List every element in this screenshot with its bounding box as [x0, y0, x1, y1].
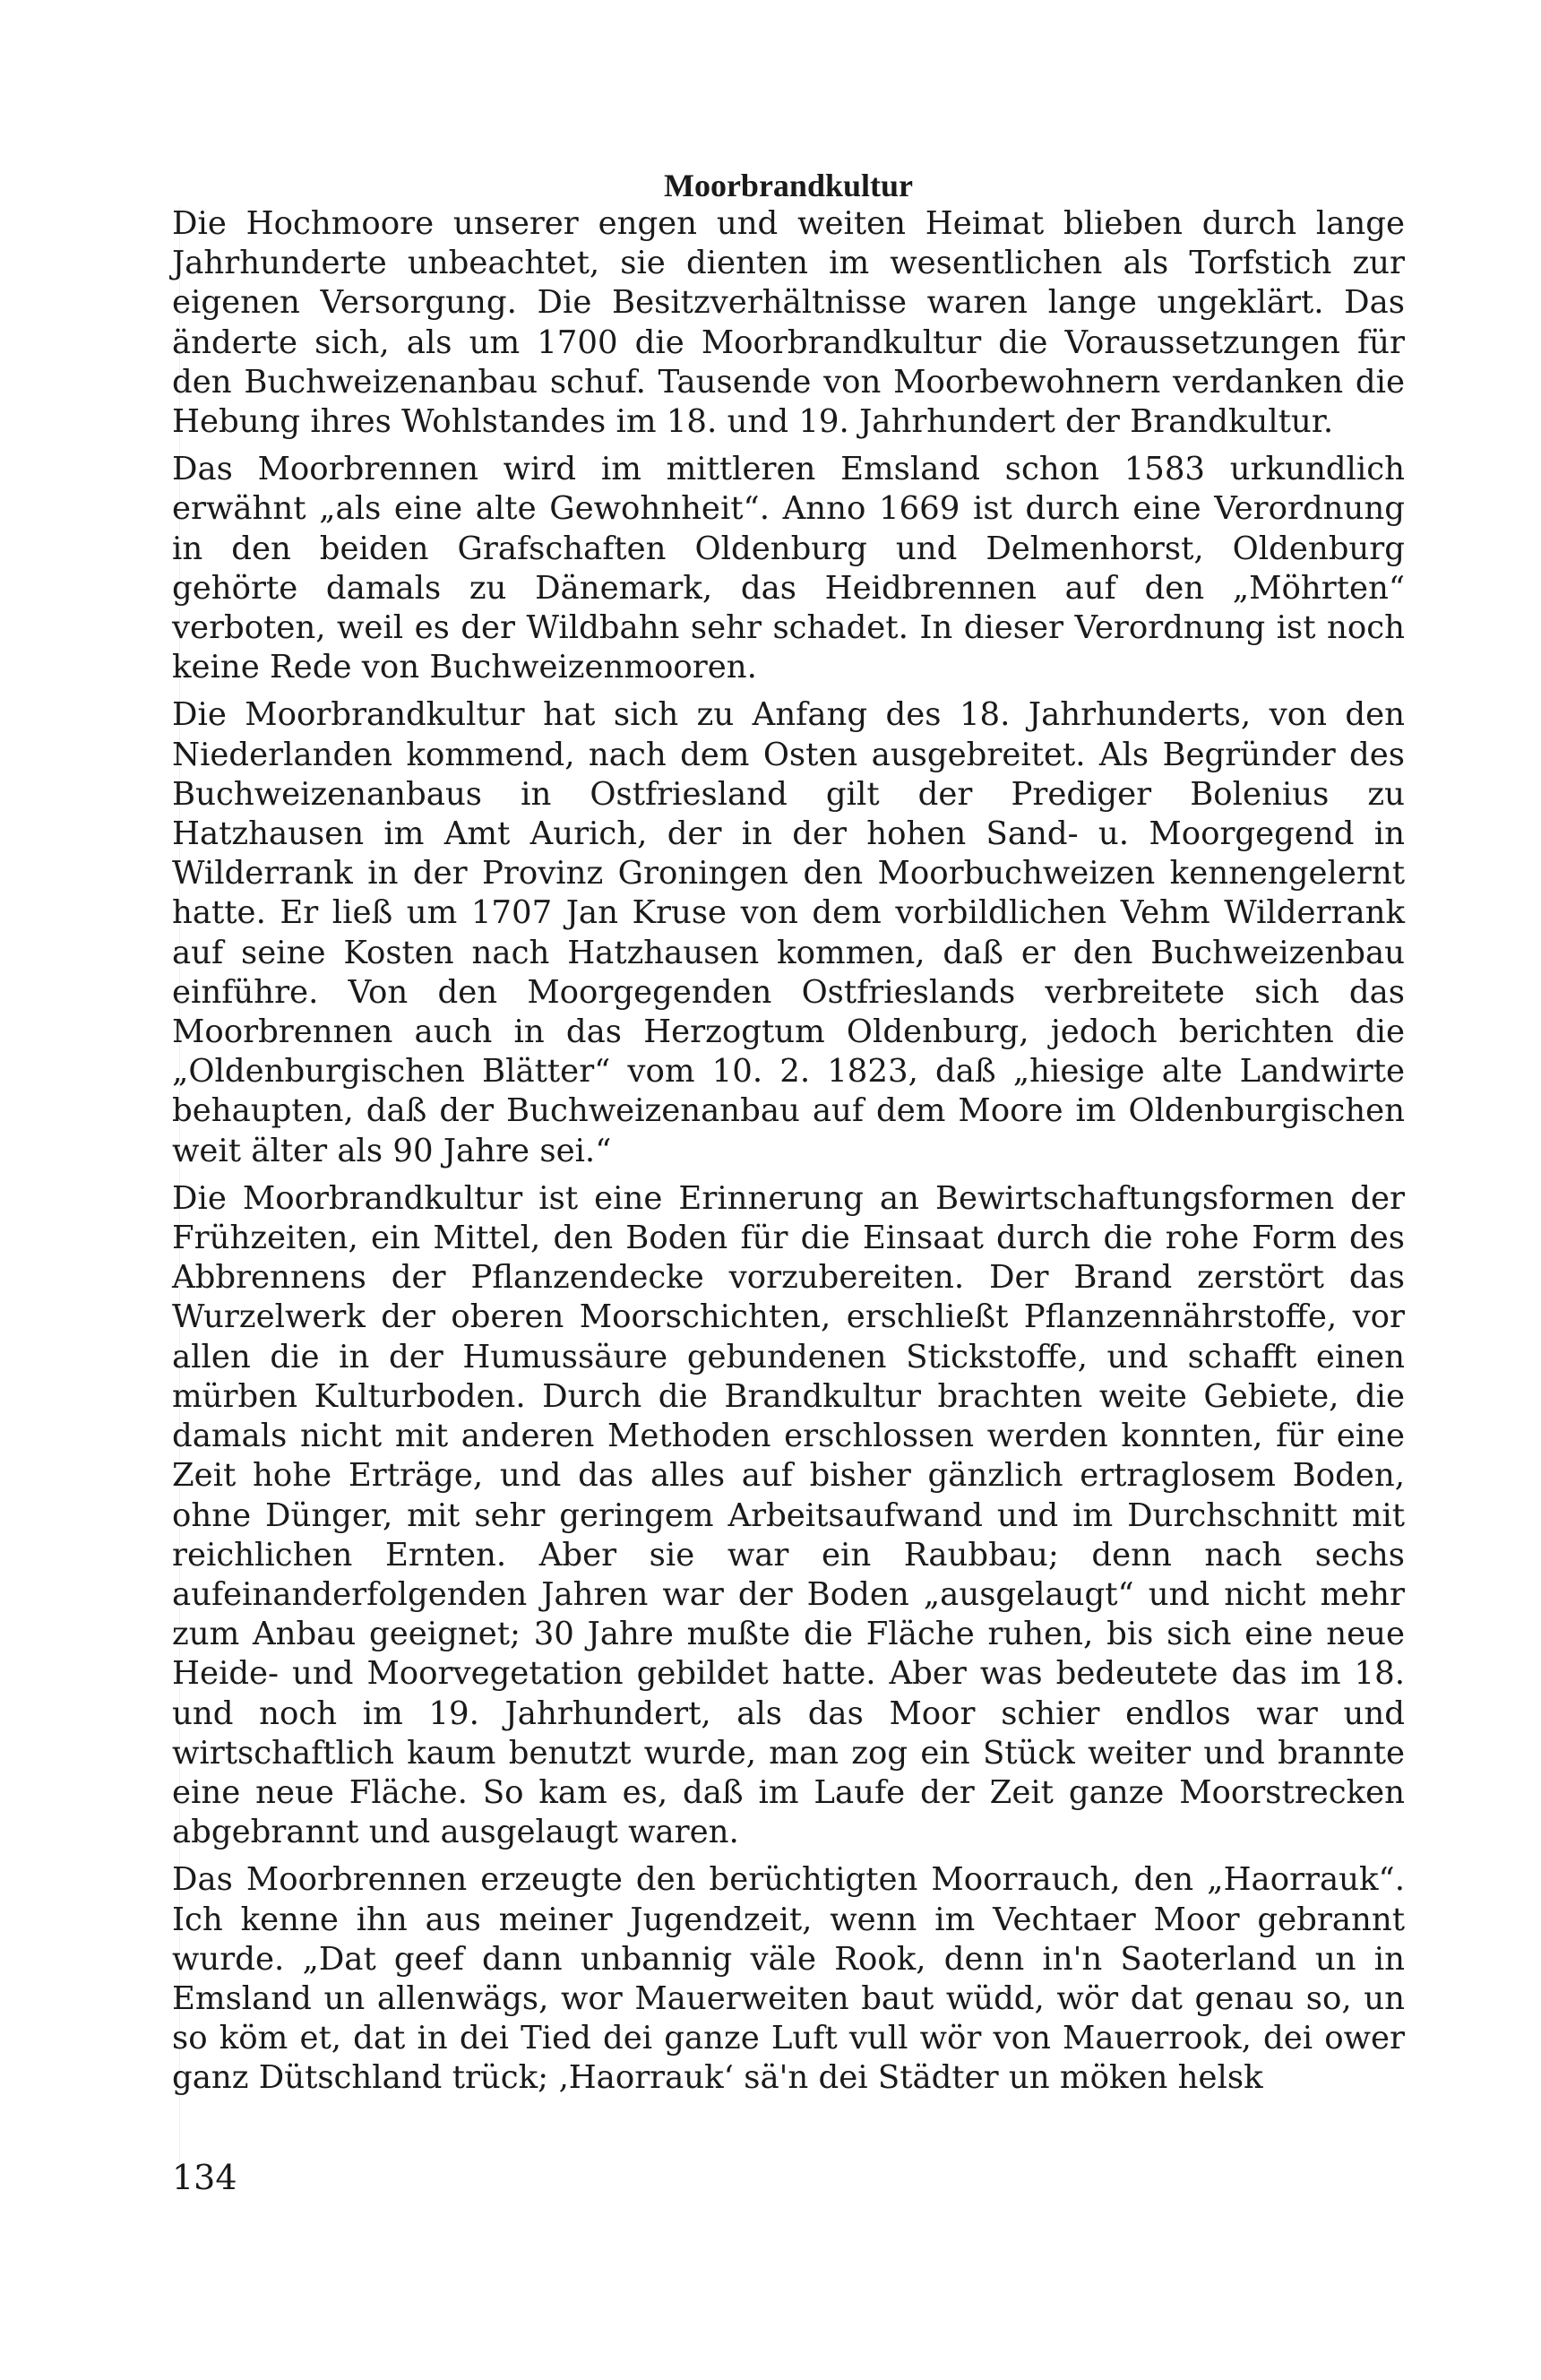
paragraph-2: Das Moorbrennen wird im mittleren Emsland schon 1583 urkundlich erwähnt „als eine alte Gewohnheit“. Anno 1669 ist durch eine Verordnung in den beiden Grafschaften Oldenburg und Delmenhorst, Oldenburg gehörte damals zu Dänemark, das Heidbrennen auf den „Möhrten“ verboten, weil es der Wildbahn sehr schadet. In dieser Verordnung ist noch keine Rede von Buchweizenmooren.	[172, 451, 1405, 686]
paragraph-5: Das Moorbrennen erzeugte den berüchtigten Moorrauch, den „Haorrauk“. Ich kenne ihn aus meiner Jugendzeit, wenn im Vechtaer Moor gebrannt wurde. „Dat geef dann unbannig väle Rook, denn in'n Saoterland un in Emsland un allenwägs, wor Mauerweiten baut wüdd, wör dat genau so, un so köm et, dat in dei Tied dei ganze Luft vull wör von Mauerrook, dei ower ganz Dütschland trück; ‚Haorrauk‘ sä'n dei Städter un möken helsk	[172, 1861, 1405, 2097]
paragraph-1: Die Hochmoore unserer engen und weiten Heimat blieben durch lange Jahrhunderte unbeachtet, sie dienten im wesentlichen als Torfstich zur eigenen Versorgung. Die Besitzverhältnisse waren lange ungeklärt. Das änderte sich, als um 1700 die Moorbrandkultur die Voraussetzungen für den Buchweizenanbau schuf. Tausende von Moorbewohnern verdanken die Hebung ihres Wohlstandes im 18. und 19. Jahrhundert der Brandkultur.	[172, 205, 1405, 441]
page-number: 134	[172, 2158, 237, 2197]
paragraph-4: Die Moorbrandkultur ist eine Erinnerung an Bewirtschaftungsformen der Frühzeiten, ein Mittel, den Boden für die Einsaat durch die rohe Form des Abbrennens der Pflanzendecke vorzubereiten. Der Brand zerstört das Wurzelwerk der oberen Moorschichten, erschließt Pflanzennährstoffe, vor allen die in der Humussäure gebundenen Stickstoffe, und schafft einen mürben Kulturboden. Durch die Brandkultur brachten weite Gebiete, die damals nicht mit anderen Methoden erschlossen werden konnten, für eine Zeit hohe Erträge, und das alles auf bisher gänzlich ertraglosem Boden, ohne Dünger, mit sehr geringem Arbeitsaufwand und im Durchschnitt mit reichlichen Ernten. Aber sie war ein Raubbau; denn nach sechs aufeinanderfolgenden Jahren war der Boden „ausgelaugt“ und nicht mehr zum Anbau geeignet; 30 Jahre mußte die Fläche ruhen, bis sich eine neue Heide- und Moorvegetation gebildet hatte. Aber was bedeutete das im 18. und noch im 19. Jahrhundert, als das Moor schier endlos war und wirtschaftlich kaum benutzt wurde, man zog ein Stück weiter und brannte eine neue Fläche. So kam es, daß im Laufe der Zeit ganze Moorstrecken abgebrannt und ausgelaugt waren.	[172, 1179, 1405, 1851]
paragraph-3: Die Moorbrandkultur hat sich zu Anfang des 18. Jahrhunderts, von den Niederlanden kommend, nach dem Osten ausgebreitet. Als Begründer des Buchweizenanbaus in Ostfriesland gilt der Prediger Bolenius zu Hatzhausen im Amt Aurich, der in der hohen Sand- u. Moorgegend in Wilderrank in der Provinz Groningen den Moorbuchweizen kennengelernt hatte. Er ließ um 1707 Jan Kruse von dem vorbildlichen Vehm Wilderrank auf seine Kosten nach Hatzhausen kommen, daß er den Buchweizenbau einführe. Von den Moorgegenden Ostfrieslands verbreitete sich das Moorbrennen auch in das Herzogtum Oldenburg, jedoch berichten die „Oldenburgischen Blätter“ vom 10. 2. 1823, daß „hiesige alte Landwirte behaupten, daß der Buchweizenanbau auf dem Moore im Oldenburgischen weit älter als 90 Jahre sei.“	[172, 696, 1405, 1169]
chapter-title: Moorbrandkultur	[663, 168, 914, 203]
body-text	[172, 204, 1405, 2107]
